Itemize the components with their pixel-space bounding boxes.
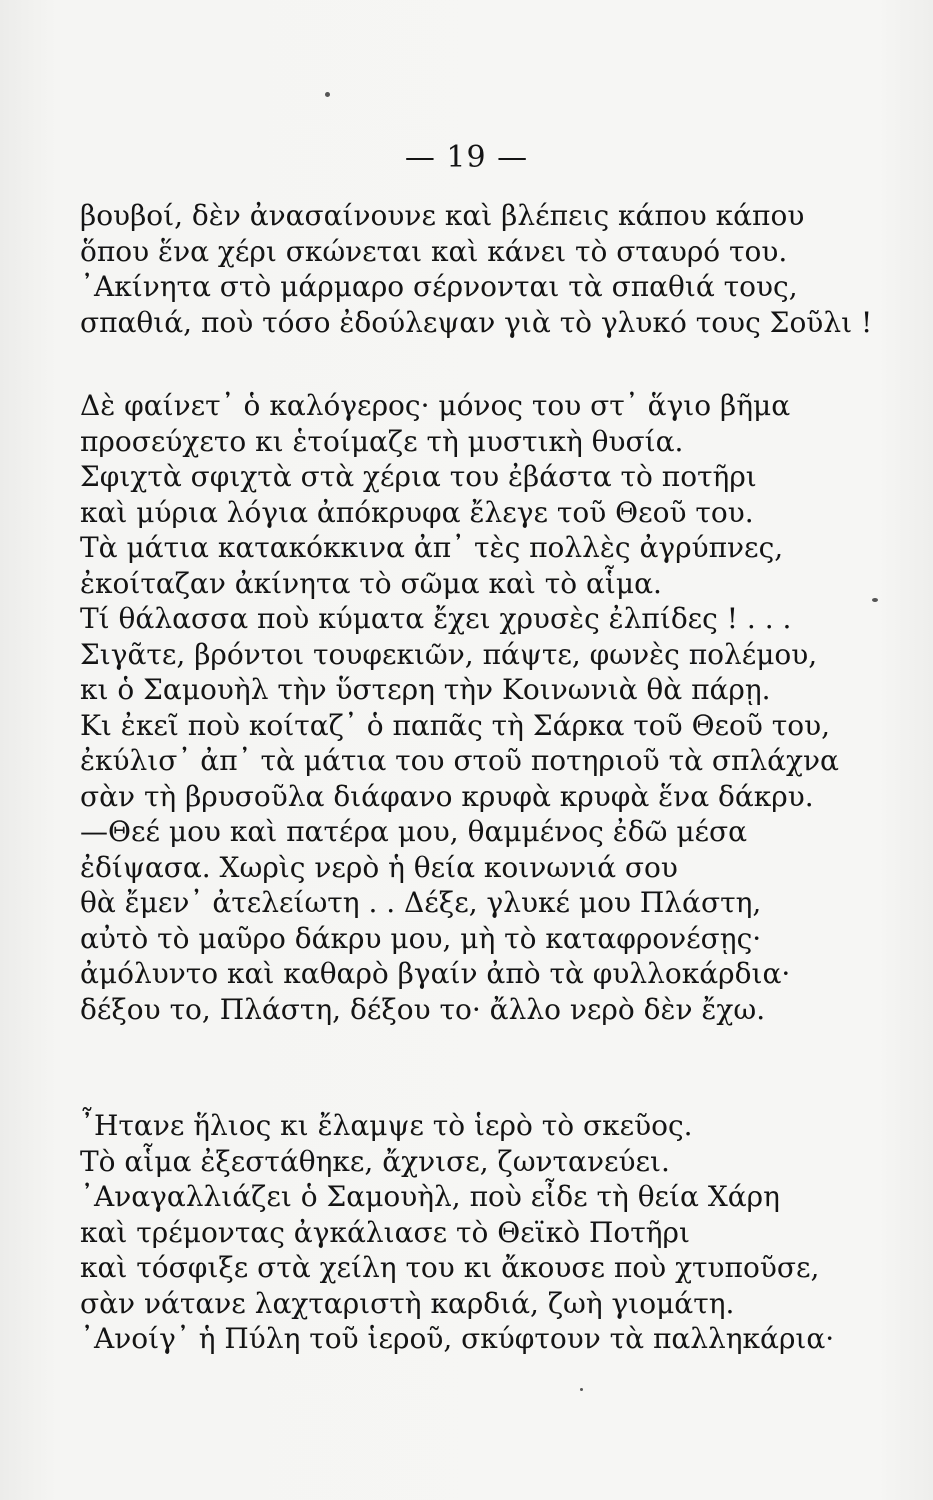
verse-line: Δὲ φαίνετ᾿ ὁ καλόγερος· μόνος του στ᾿ ἅγιο βῆμα (80, 389, 791, 422)
verse-line: ᾿Ακίνητα στὸ μάρμαρο σέρνονται τὰ σπαθιά τους, (80, 270, 798, 303)
verse-line: ᾿Ανοίγ᾿ ἡ Πύλη τοῦ ἱεροῦ, σκύφτουν τὰ παλληκάρια· (80, 1322, 835, 1355)
verse-line: Τὸ αἷμα ἐξεστάθηκε, ἄχνισε, ζωντανεύει. (80, 1144, 670, 1178)
verse-line: δέξου το, Πλάστη, δέξου το· ἄλλο νερὸ δὲν ἔχω. (80, 992, 766, 1026)
verse-line: Σιγᾶτε, βρόντοι τουφεκιῶν, πάψτε, φωνὲς πολέμου, (80, 637, 818, 671)
paper-speck (872, 598, 878, 602)
verse-line: ἀμόλυντο καὶ καθαρὸ βγαίν ἀπὸ τὰ φυλλοκάρδια· (80, 957, 791, 990)
page-number: — 19 — (404, 140, 529, 175)
verse-line: Κι ἐκεῖ ποὺ κοίταζ᾿ ὁ παπᾶς τὴ Σάρκα τοῦ Θεοῦ του, (80, 708, 831, 742)
verse-line: ἐκοίταζαν ἀκίνητα τὸ σῶμα καὶ τὸ αἷμα. (80, 566, 662, 600)
verse-line: αὐτὸ τὸ μαῦρο δάκρυ μου, μὴ τὸ καταφρονέσῃς· (80, 921, 762, 955)
verse-line: βουβοί, δὲν ἀνασαίνουνε καὶ βλέπεις κάπου κάπου (80, 199, 805, 232)
verse-line: σὰν νάτανε λαχταριστὴ καρδιά, ζωὴ γιομάτη. (80, 1286, 735, 1320)
verse-line: ὅπου ἕνα χέρι σκώνεται καὶ κάνει τὸ σταυρό του. (80, 234, 788, 268)
verse-line: σπαθιά, ποὺ τόσο ἐδούλεψαν γιὰ τὸ γλυκό τους Σοῦλι ! (80, 305, 873, 339)
verse-line: καὶ τρέμοντας ἀγκάλιασε τὸ Θεϊκὸ Ποτῆρι (80, 1215, 690, 1249)
verse-line: σὰν τὴ βρυσοῦλα διάφανο κρυφὰ κρυφὰ ἕνα δάκρυ. (80, 779, 814, 813)
verse-line: ῏Ητανε ἥλιος κι ἔλαμψε τὸ ἱερὸ τὸ σκεῦος. (80, 1109, 693, 1142)
verse-line: Τί θάλασσα ποὺ κύματα ἔχει χρυσὲς ἐλπίδες ! . . . (80, 602, 792, 635)
verse-line: ἐκύλισ᾿ ἀπ᾿ τὰ μάτια του στοῦ ποτηριοῦ τὰ σπλάχνα (80, 744, 839, 777)
paper-speck (580, 1388, 583, 1391)
verse-line: καὶ τόσφιξε στὰ χείλη του κι ἄκουσε ποὺ χτυποῦσε, (80, 1251, 820, 1284)
verse-line: Τὰ μάτια κατακόκκινα ἀπ᾿ τὲς πολλὲς ἀγρύπνες, (80, 531, 784, 564)
stanza-1 (80, 198, 880, 340)
verse-line: ᾿Αναγαλλιάζει ὁ Σαμουὴλ, ποὺ εἶδε τὴ θεία Χάρη (80, 1180, 780, 1213)
verse-line: —Θεέ μου καὶ πατέρα μου, θαμμένος ἐδῶ μέσα (80, 815, 748, 848)
verse-line: κι ὁ Σαμουὴλ τὴν ὕστερη τὴν Κοινωνιὰ θὰ πάρῃ. (80, 673, 771, 706)
stanza-3 (80, 1108, 880, 1357)
stanza-2 (80, 388, 880, 1027)
verse-line: προσεύχετο κι ἑτοίμαζε τὴ μυστικὴ θυσία. (80, 424, 684, 458)
paper-speck (325, 92, 330, 97)
verse-line: ἐδίψασα. Χωρὶς νερὸ ἡ θεία κοινωνιά σου (80, 850, 678, 884)
verse-line: θὰ ἔμεν᾿ ἀτελείωτη . . Δέξε, γλυκέ μου Πλάστη, (80, 886, 762, 919)
verse-line: καὶ μύρια λόγια ἀπόκρυφα ἔλεγε τοῦ Θεοῦ του. (80, 495, 754, 529)
verse-line: Σφιχτὰ σφιχτὰ στὰ χέρια του ἐβάστα τὸ ποτῆρι (80, 460, 757, 493)
